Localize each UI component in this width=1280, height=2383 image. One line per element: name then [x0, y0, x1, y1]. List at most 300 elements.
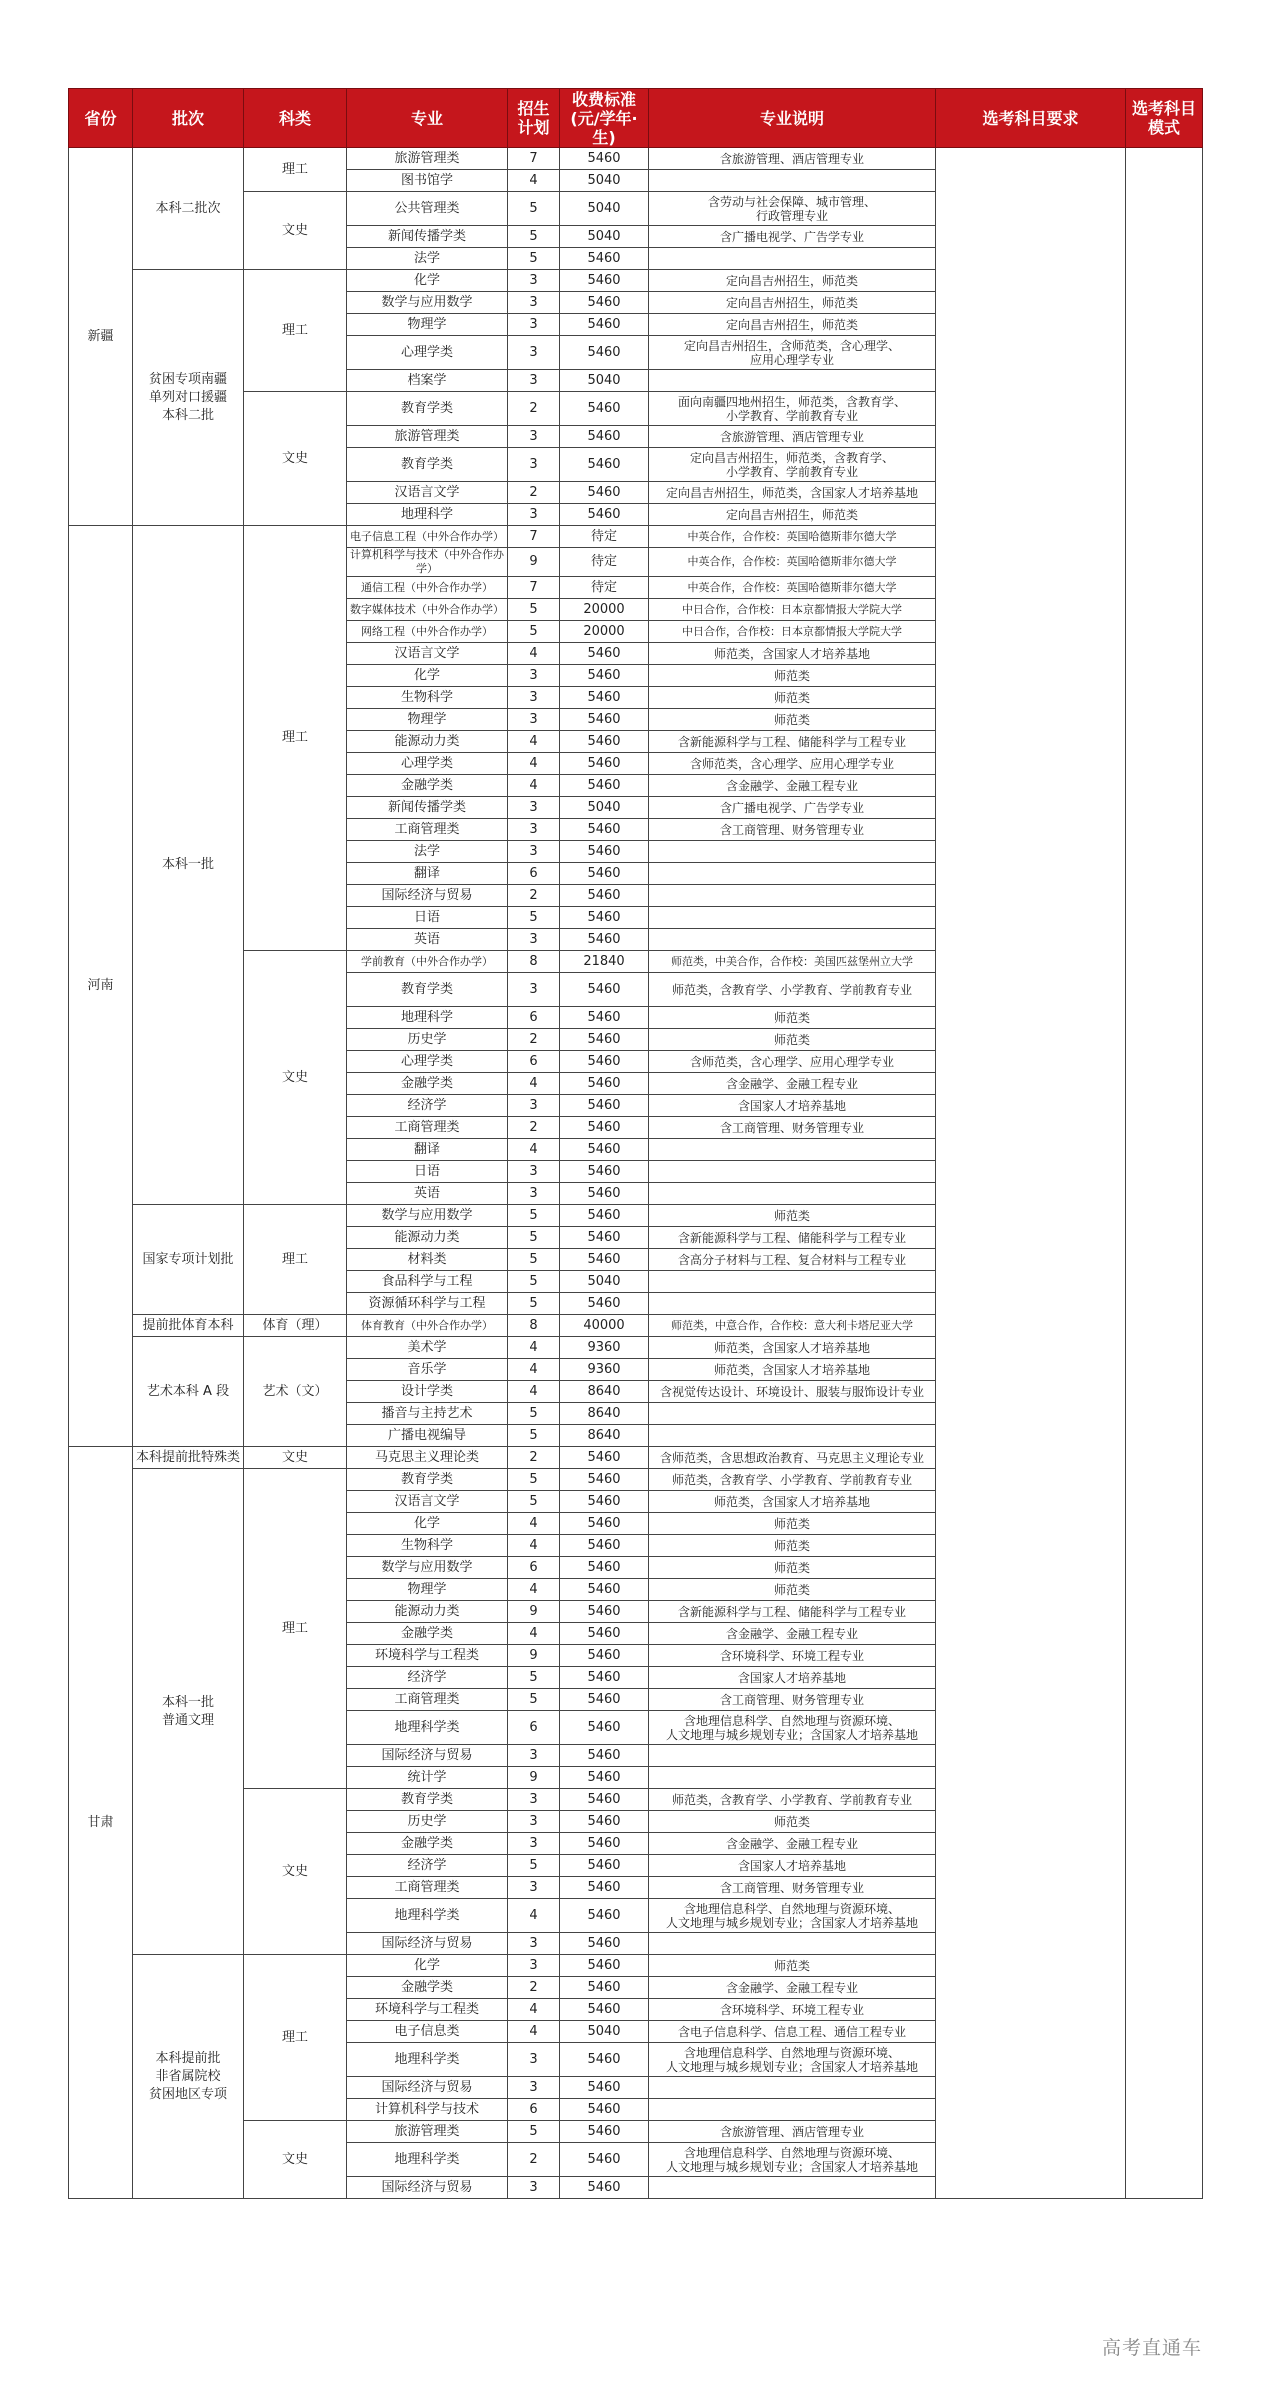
batch-cell: 提前批体育本科 [133, 1315, 244, 1337]
fee-cell: 5460 [560, 1139, 649, 1161]
note-cell: 定向昌吉州招生，师范类 [649, 504, 936, 526]
major-cell: 英语 [347, 929, 508, 951]
note-cell: 含师范类，含心理学、应用心理学专业 [649, 1051, 936, 1073]
plan-cell: 5 [508, 1689, 560, 1711]
major-cell: 环境科学与工程类 [347, 1999, 508, 2021]
major-cell: 地理科学类 [347, 1711, 508, 1745]
plan-cell: 4 [508, 1381, 560, 1403]
fee-cell: 5460 [560, 1161, 649, 1183]
note-cell [649, 2177, 936, 2199]
plan-cell: 3 [508, 270, 560, 292]
major-cell: 电子信息工程（中外合作办学） [347, 526, 508, 548]
plan-cell: 2 [508, 1977, 560, 1999]
note-cell: 含劳动与社会保障、城市管理、 行政管理专业 [649, 192, 936, 226]
major-cell: 生物科学 [347, 1535, 508, 1557]
fee-cell: 5460 [560, 1767, 649, 1789]
batch-cell: 贫困专项南疆 单列对口援疆 本科二批 [133, 270, 244, 526]
plan-cell: 3 [508, 819, 560, 841]
plan-cell: 7 [508, 148, 560, 170]
note-cell: 含工商管理、财务管理专业 [649, 1689, 936, 1711]
plan-cell: 5 [508, 1205, 560, 1227]
category-cell: 艺术（文） [244, 1337, 347, 1447]
fee-cell: 8640 [560, 1425, 649, 1447]
note-cell: 含国家人才培养基地 [649, 1855, 936, 1877]
category-cell: 理工 [244, 1469, 347, 1789]
plan-cell: 4 [508, 2021, 560, 2043]
fee-cell: 20000 [560, 599, 649, 621]
fee-cell: 5460 [560, 1833, 649, 1855]
fee-cell: 5460 [560, 1117, 649, 1139]
fee-cell: 5460 [560, 1029, 649, 1051]
fee-cell: 5460 [560, 929, 649, 951]
note-cell: 含金融学、金融工程专业 [649, 775, 936, 797]
header-major: 专业 [347, 89, 508, 148]
major-cell: 物理学 [347, 709, 508, 731]
fee-cell: 5460 [560, 1227, 649, 1249]
plan-cell: 5 [508, 226, 560, 248]
major-cell: 英语 [347, 1183, 508, 1205]
major-cell: 历史学 [347, 1029, 508, 1051]
note-cell: 师范类，含国家人才培养基地 [649, 1337, 936, 1359]
note-cell: 含金融学、金融工程专业 [649, 1073, 936, 1095]
plan-cell: 4 [508, 731, 560, 753]
plan-cell: 3 [508, 370, 560, 392]
fee-cell: 9360 [560, 1359, 649, 1381]
plan-cell: 3 [508, 665, 560, 687]
plan-cell: 5 [508, 621, 560, 643]
fee-cell: 5460 [560, 2043, 649, 2077]
plan-cell: 6 [508, 1051, 560, 1073]
note-cell: 含新能源科学与工程、储能科学与工程专业 [649, 1227, 936, 1249]
note-cell: 师范类，中意合作，合作校：意大利卡塔尼亚大学 [649, 1315, 936, 1337]
major-cell: 美术学 [347, 1337, 508, 1359]
major-cell: 心理学类 [347, 753, 508, 775]
note-cell: 师范类 [649, 1955, 936, 1977]
plan-cell: 4 [508, 643, 560, 665]
note-cell [649, 2077, 936, 2099]
plan-cell: 4 [508, 170, 560, 192]
note-cell: 师范类 [649, 1029, 936, 1051]
plan-cell: 5 [508, 1227, 560, 1249]
province-cell: 新疆 [69, 148, 133, 526]
province-cell: 甘肃 [69, 1447, 133, 2199]
plan-cell: 4 [508, 1513, 560, 1535]
major-cell: 经济学 [347, 1095, 508, 1117]
note-cell [649, 1183, 936, 1205]
plan-cell: 5 [508, 192, 560, 226]
major-cell: 国际经济与贸易 [347, 1745, 508, 1767]
major-cell: 环境科学与工程类 [347, 1645, 508, 1667]
note-cell: 含金融学、金融工程专业 [649, 1833, 936, 1855]
note-cell [649, 1271, 936, 1293]
plan-cell: 3 [508, 426, 560, 448]
plan-cell: 7 [508, 526, 560, 548]
major-cell: 化学 [347, 1955, 508, 1977]
fee-cell: 5460 [560, 1977, 649, 1999]
note-cell: 中英合作，合作校：英国哈德斯菲尔德大学 [649, 577, 936, 599]
note-cell: 师范类 [649, 1513, 936, 1535]
plan-cell: 5 [508, 248, 560, 270]
note-cell: 师范类，含国家人才培养基地 [649, 1491, 936, 1513]
major-cell: 能源动力类 [347, 1227, 508, 1249]
note-cell: 师范类 [649, 1205, 936, 1227]
fee-cell: 5460 [560, 1745, 649, 1767]
plan-cell: 3 [508, 687, 560, 709]
fee-cell: 5460 [560, 1205, 649, 1227]
plan-cell: 3 [508, 448, 560, 482]
plan-cell: 6 [508, 863, 560, 885]
plan-cell: 5 [508, 1271, 560, 1293]
major-cell: 地理科学类 [347, 2143, 508, 2177]
plan-cell: 3 [508, 2177, 560, 2199]
major-cell: 法学 [347, 841, 508, 863]
fee-cell: 待定 [560, 526, 649, 548]
note-cell: 含环境科学、环境工程专业 [649, 1645, 936, 1667]
note-cell [649, 1139, 936, 1161]
plan-cell: 7 [508, 577, 560, 599]
header-subject-mode: 选考科目模式 [1126, 89, 1203, 148]
note-cell [649, 1403, 936, 1425]
plan-cell: 4 [508, 1623, 560, 1645]
fee-cell: 9360 [560, 1337, 649, 1359]
header-province: 省份 [69, 89, 133, 148]
fee-cell: 5460 [560, 1667, 649, 1689]
fee-cell: 5460 [560, 1579, 649, 1601]
plan-cell: 5 [508, 1667, 560, 1689]
major-cell: 化学 [347, 665, 508, 687]
major-cell: 电子信息类 [347, 2021, 508, 2043]
batch-cell: 本科提前批 非省属院校 贫困地区专项 [133, 1955, 244, 2199]
fee-cell: 5460 [560, 1447, 649, 1469]
major-cell: 经济学 [347, 1855, 508, 1877]
plan-cell: 5 [508, 907, 560, 929]
major-cell: 学前教育（中外合作办学） [347, 951, 508, 973]
note-cell: 定向昌吉州招生，师范类，含教育学、 小学教育、学前教育专业 [649, 448, 936, 482]
subject-req-cell [936, 148, 1126, 2199]
batch-cell: 本科一批 [133, 526, 244, 1205]
category-cell: 文史 [244, 951, 347, 1205]
note-cell: 师范类 [649, 1579, 936, 1601]
fee-cell: 5460 [560, 1491, 649, 1513]
fee-cell: 5460 [560, 504, 649, 526]
fee-cell: 5460 [560, 753, 649, 775]
plan-cell: 3 [508, 1789, 560, 1811]
note-cell [649, 1767, 936, 1789]
note-cell: 含工商管理、财务管理专业 [649, 819, 936, 841]
note-cell: 含旅游管理、酒店管理专业 [649, 426, 936, 448]
plan-cell: 4 [508, 775, 560, 797]
major-cell: 国际经济与贸易 [347, 885, 508, 907]
fee-cell: 待定 [560, 577, 649, 599]
fee-cell: 5460 [560, 1789, 649, 1811]
major-cell: 新闻传播学类 [347, 797, 508, 819]
note-cell: 含电子信息科学、信息工程、通信工程专业 [649, 2021, 936, 2043]
table-row [69, 148, 1203, 170]
major-cell: 工商管理类 [347, 1689, 508, 1711]
fee-cell: 5460 [560, 819, 649, 841]
note-cell: 含地理信息科学、自然地理与资源环境、 人文地理与城乡规划专业；含国家人才培养基地 [649, 2043, 936, 2077]
fee-cell: 5460 [560, 1877, 649, 1899]
plan-cell: 3 [508, 1095, 560, 1117]
major-cell: 旅游管理类 [347, 148, 508, 170]
major-cell: 地理科学类 [347, 1899, 508, 1933]
fee-cell: 5460 [560, 863, 649, 885]
major-cell: 统计学 [347, 1767, 508, 1789]
major-cell: 汉语言文学 [347, 643, 508, 665]
fee-cell: 5460 [560, 1711, 649, 1745]
plan-cell: 3 [508, 929, 560, 951]
plan-cell: 5 [508, 2121, 560, 2143]
plan-cell: 5 [508, 1855, 560, 1877]
note-cell: 含师范类，含思想政治教育、马克思主义理论专业 [649, 1447, 936, 1469]
plan-cell: 3 [508, 797, 560, 819]
plan-cell: 3 [508, 841, 560, 863]
plan-cell: 3 [508, 1161, 560, 1183]
note-cell: 含广播电视学、广告学专业 [649, 226, 936, 248]
major-cell: 翻译 [347, 863, 508, 885]
note-cell [649, 2099, 936, 2121]
fee-cell: 5040 [560, 797, 649, 819]
admission-plan-table [68, 88, 1203, 2199]
fee-cell: 5460 [560, 841, 649, 863]
note-cell: 师范类，含教育学、小学教育、学前教育专业 [649, 973, 936, 1007]
fee-cell: 21840 [560, 951, 649, 973]
category-cell: 文史 [244, 192, 347, 270]
major-cell: 数学与应用数学 [347, 292, 508, 314]
plan-cell: 4 [508, 1139, 560, 1161]
major-cell: 通信工程（中外合作办学） [347, 577, 508, 599]
major-cell: 国际经济与贸易 [347, 2077, 508, 2099]
plan-cell: 6 [508, 1711, 560, 1745]
plan-cell: 5 [508, 1469, 560, 1491]
header-fee: 收费标准(元/学年·生) [560, 89, 649, 148]
major-cell: 教育学类 [347, 1469, 508, 1491]
fee-cell: 5040 [560, 192, 649, 226]
note-cell: 含师范类，含心理学、应用心理学专业 [649, 753, 936, 775]
note-cell: 含地理信息科学、自然地理与资源环境、 人文地理与城乡规划专业；含国家人才培养基地 [649, 1711, 936, 1745]
plan-cell: 3 [508, 1811, 560, 1833]
fee-cell: 5460 [560, 1051, 649, 1073]
major-cell: 工商管理类 [347, 1117, 508, 1139]
header-subject-req: 选考科目要求 [936, 89, 1126, 148]
fee-cell: 待定 [560, 548, 649, 577]
note-cell: 含工商管理、财务管理专业 [649, 1877, 936, 1899]
major-cell: 播音与主持艺术 [347, 1403, 508, 1425]
plan-cell: 3 [508, 1833, 560, 1855]
fee-cell: 5460 [560, 1007, 649, 1029]
plan-cell: 3 [508, 973, 560, 1007]
plan-cell: 2 [508, 1117, 560, 1139]
major-cell: 生物科学 [347, 687, 508, 709]
category-cell: 体育（理） [244, 1315, 347, 1337]
header-category: 科类 [244, 89, 347, 148]
fee-cell: 5460 [560, 292, 649, 314]
major-cell: 历史学 [347, 1811, 508, 1833]
note-cell [649, 1425, 936, 1447]
plan-cell: 5 [508, 1491, 560, 1513]
fee-cell: 8640 [560, 1403, 649, 1425]
batch-cell: 本科提前批特殊类 [133, 1447, 244, 1469]
major-cell: 工商管理类 [347, 819, 508, 841]
note-cell: 师范类，含国家人才培养基地 [649, 1359, 936, 1381]
plan-cell: 9 [508, 548, 560, 577]
plan-cell: 6 [508, 2099, 560, 2121]
fee-cell: 5460 [560, 448, 649, 482]
plan-cell: 8 [508, 1315, 560, 1337]
fee-cell: 5460 [560, 885, 649, 907]
major-cell: 计算机科学与技术 [347, 2099, 508, 2121]
plan-cell: 6 [508, 1557, 560, 1579]
major-cell: 数学与应用数学 [347, 1557, 508, 1579]
major-cell: 化学 [347, 1513, 508, 1535]
major-cell: 地理科学类 [347, 2043, 508, 2077]
fee-cell: 5460 [560, 1293, 649, 1315]
table-body [69, 148, 1203, 2199]
major-cell: 金融学类 [347, 775, 508, 797]
note-cell [649, 1161, 936, 1183]
fee-cell: 5460 [560, 1469, 649, 1491]
fee-cell: 5040 [560, 2021, 649, 2043]
note-cell: 定向昌吉州招生，师范类 [649, 292, 936, 314]
subject-mode-cell [1126, 148, 1203, 2199]
plan-cell: 2 [508, 1029, 560, 1051]
major-cell: 旅游管理类 [347, 2121, 508, 2143]
major-cell: 地理科学 [347, 1007, 508, 1029]
note-cell: 中英合作，合作校：英国哈德斯菲尔德大学 [649, 526, 936, 548]
major-cell: 国际经济与贸易 [347, 2177, 508, 2199]
fee-cell: 5460 [560, 1535, 649, 1557]
fee-cell: 5460 [560, 1557, 649, 1579]
major-cell: 金融学类 [347, 1833, 508, 1855]
fee-cell: 5460 [560, 1601, 649, 1623]
major-cell: 公共管理类 [347, 192, 508, 226]
major-cell: 数学与应用数学 [347, 1205, 508, 1227]
note-cell: 含地理信息科学、自然地理与资源环境、 人文地理与城乡规划专业；含国家人才培养基地 [649, 1899, 936, 1933]
fee-cell: 5460 [560, 1623, 649, 1645]
note-cell: 师范类 [649, 687, 936, 709]
note-cell: 含旅游管理、酒店管理专业 [649, 2121, 936, 2143]
fee-cell: 5040 [560, 170, 649, 192]
major-cell: 档案学 [347, 370, 508, 392]
province-cell: 河南 [69, 526, 133, 1447]
note-cell: 面向南疆四地州招生，师范类，含教育学、 小学教育、学前教育专业 [649, 392, 936, 426]
major-cell: 地理科学 [347, 504, 508, 526]
major-cell: 心理学类 [347, 336, 508, 370]
category-cell: 理工 [244, 526, 347, 951]
note-cell: 含高分子材料与工程、复合材料与工程专业 [649, 1249, 936, 1271]
plan-cell: 4 [508, 1337, 560, 1359]
major-cell: 经济学 [347, 1667, 508, 1689]
fee-cell: 5460 [560, 1513, 649, 1535]
plan-cell: 2 [508, 392, 560, 426]
major-cell: 教育学类 [347, 392, 508, 426]
fee-cell: 5460 [560, 270, 649, 292]
plan-cell: 4 [508, 1073, 560, 1095]
fee-cell: 5460 [560, 1999, 649, 2021]
major-cell: 新闻传播学类 [347, 226, 508, 248]
major-cell: 食品科学与工程 [347, 1271, 508, 1293]
fee-cell: 5460 [560, 775, 649, 797]
major-cell: 旅游管理类 [347, 426, 508, 448]
major-cell: 材料类 [347, 1249, 508, 1271]
fee-cell: 5460 [560, 665, 649, 687]
major-cell: 汉语言文学 [347, 1491, 508, 1513]
fee-cell: 5460 [560, 2177, 649, 2199]
note-cell: 定向昌吉州招生，含师范类，含心理学、 应用心理学专业 [649, 336, 936, 370]
plan-cell: 2 [508, 482, 560, 504]
batch-cell: 本科二批次 [133, 148, 244, 270]
major-cell: 物理学 [347, 1579, 508, 1601]
major-cell: 工商管理类 [347, 1877, 508, 1899]
major-cell: 金融学类 [347, 1623, 508, 1645]
category-cell: 理工 [244, 270, 347, 392]
plan-cell: 8 [508, 951, 560, 973]
batch-cell: 艺术本科 A 段 [133, 1337, 244, 1447]
note-cell: 定向昌吉州招生，师范类 [649, 270, 936, 292]
batch-cell: 国家专项计划批 [133, 1205, 244, 1315]
admission-plan-sheet [68, 88, 1202, 2199]
fee-cell: 40000 [560, 1315, 649, 1337]
fee-cell: 5460 [560, 1249, 649, 1271]
note-cell: 师范类 [649, 709, 936, 731]
note-cell: 定向昌吉州招生，师范类，含国家人才培养基地 [649, 482, 936, 504]
fee-cell: 5460 [560, 1689, 649, 1711]
plan-cell: 3 [508, 709, 560, 731]
note-cell [649, 863, 936, 885]
major-cell: 广播电视编导 [347, 1425, 508, 1447]
plan-cell: 2 [508, 885, 560, 907]
note-cell: 含国家人才培养基地 [649, 1095, 936, 1117]
plan-cell: 3 [508, 1955, 560, 1977]
fee-cell: 5460 [560, 1183, 649, 1205]
note-cell: 师范类 [649, 1535, 936, 1557]
major-cell: 音乐学 [347, 1359, 508, 1381]
major-cell: 数字媒体技术（中外合作办学） [347, 599, 508, 621]
note-cell: 师范类，含教育学、小学教育、学前教育专业 [649, 1789, 936, 1811]
fee-cell: 5460 [560, 1855, 649, 1877]
fee-cell: 5460 [560, 973, 649, 1007]
note-cell [649, 907, 936, 929]
fee-cell: 5040 [560, 226, 649, 248]
note-cell: 含地理信息科学、自然地理与资源环境、 人文地理与城乡规划专业；含国家人才培养基地 [649, 2143, 936, 2177]
note-cell: 定向昌吉州招生，师范类 [649, 314, 936, 336]
fee-cell: 5460 [560, 2077, 649, 2099]
major-cell: 物理学 [347, 314, 508, 336]
fee-cell: 5460 [560, 643, 649, 665]
fee-cell: 5460 [560, 1645, 649, 1667]
plan-cell: 3 [508, 1183, 560, 1205]
note-cell: 含国家人才培养基地 [649, 1667, 936, 1689]
fee-cell: 5040 [560, 1271, 649, 1293]
fee-cell: 5460 [560, 2143, 649, 2177]
major-cell: 教育学类 [347, 973, 508, 1007]
plan-cell: 4 [508, 1899, 560, 1933]
note-cell: 师范类 [649, 1811, 936, 1833]
plan-cell: 6 [508, 1007, 560, 1029]
fee-cell: 5460 [560, 1899, 649, 1933]
fee-cell: 5460 [560, 1811, 649, 1833]
note-cell: 师范类，含教育学、小学教育、学前教育专业 [649, 1469, 936, 1491]
plan-cell: 3 [508, 1877, 560, 1899]
major-cell: 心理学类 [347, 1051, 508, 1073]
fee-cell: 20000 [560, 621, 649, 643]
plan-cell: 5 [508, 1293, 560, 1315]
category-cell: 文史 [244, 392, 347, 526]
category-cell: 文史 [244, 1447, 347, 1469]
fee-cell: 5460 [560, 426, 649, 448]
plan-cell: 5 [508, 1425, 560, 1447]
note-cell [649, 1293, 936, 1315]
